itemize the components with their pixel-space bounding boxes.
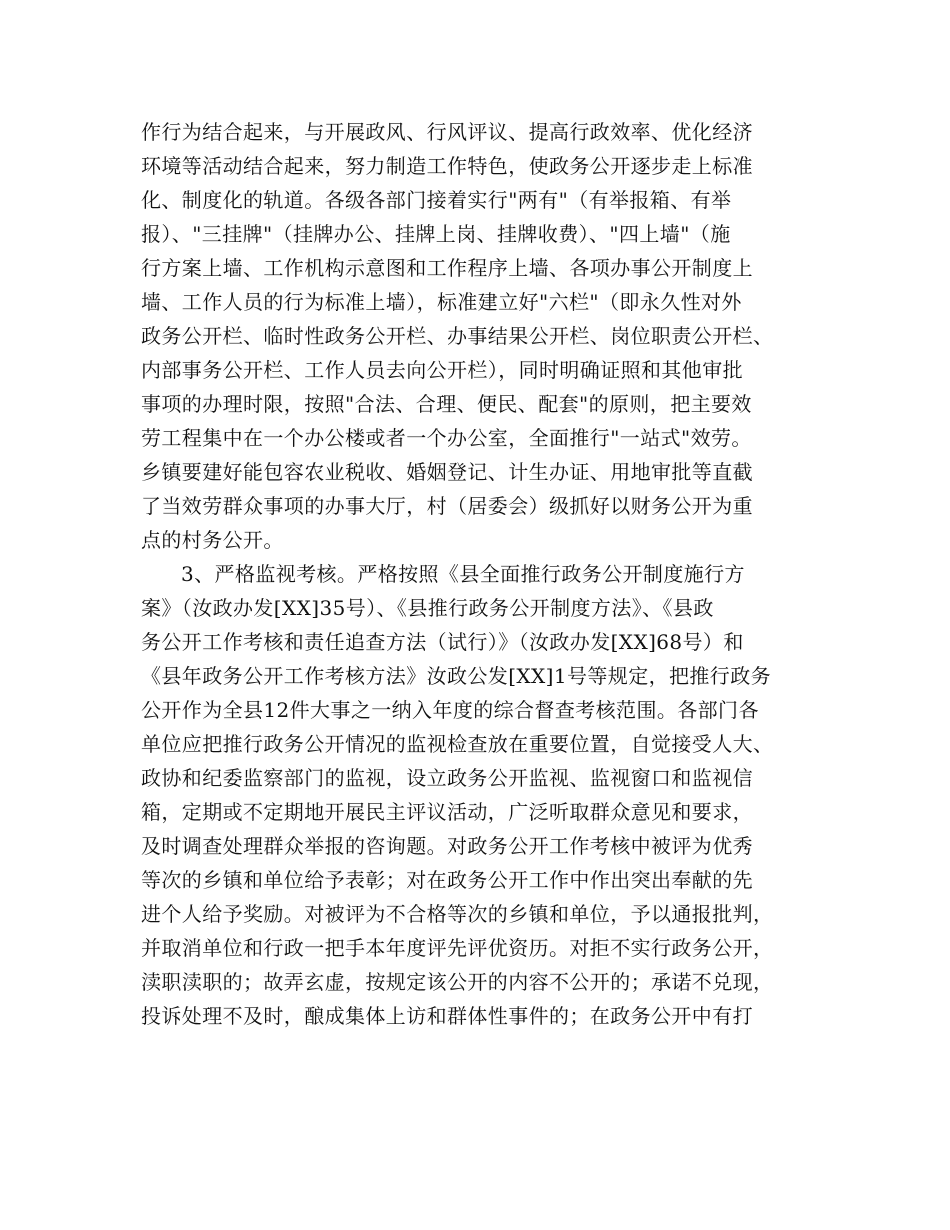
text-line: 墙、工作人员的行为标准上墙），标准建立好"六栏"（即永久性对外 bbox=[141, 290, 742, 314]
text-line: 事项的办理时限，按照"合法、合理、便民、配套"的原则，把主要效 bbox=[141, 392, 752, 416]
text-line: 内部事务公开栏、工作人员去向公开栏），同时明确证照和其他审批 bbox=[141, 358, 743, 382]
text-line: 化、制度化的轨道。各级各部门接着实行"两有"（有举报箱、有举 bbox=[141, 188, 732, 212]
text-line: 作行为结合起来，与开展政风、行风评议、提高行政效率、优化经济 bbox=[141, 120, 753, 144]
text-line: 环境等活动结合起来，努力制造工作特色，使政务公开逐步走上标准 bbox=[141, 154, 753, 178]
text-line: 务公开工作考核和责任追查方法（试行）》（汝政办发[XX]68号）和 bbox=[141, 630, 744, 654]
text-line: 行方案上墙、工作机构示意图和工作程序上墙、各项办事公开制度上 bbox=[141, 256, 753, 280]
text-line: 了当效劳群众事项的办事大厅，村（居委会）级抓好以财务公开为重 bbox=[141, 494, 753, 518]
text-line: 公开作为全县12件大事之一纳入年度的综合督查考核范围。各部门各 bbox=[141, 698, 759, 722]
section-heading-line: 3、严格监视考核。严格按照《县全面推行政务公开制度施行方 bbox=[181, 562, 745, 586]
text-line: 政协和纪委监察部门的监视，设立政务公开监视、监视窗口和监视信 bbox=[141, 766, 753, 790]
text-line: 投诉处理不及时，酿成集体上访和群体性事件的；在政务公开中有打 bbox=[141, 1004, 753, 1028]
text-line: 箱，定期或不定期地开展民主评议活动，广泛听取群众意见和要求， bbox=[141, 800, 753, 824]
text-line: 乡镇要建好能包容农业税收、婚姻登记、计生办证、用地审批等直截 bbox=[141, 460, 753, 484]
text-line: 及时调查处理群众举报的咨询题。对政务公开工作考核中被评为优秀 bbox=[141, 834, 753, 858]
text-line: 报）、"三挂牌"（挂牌办公、挂牌上岗、挂牌收费）、"四上墙"（施 bbox=[141, 222, 731, 246]
text-line: 《县年政务公开工作考核方法》汝政公发[XX]1号等规定，把推行政务 bbox=[141, 664, 772, 688]
text-line: 进个人给予奖励。对被评为不合格等次的乡镇和单位，予以通报批判， bbox=[141, 902, 774, 926]
text-line: 案》（汝政办发[XX]35号）、《县推行政务公开制度方法》、《县政 bbox=[141, 596, 714, 620]
text-line: 政务公开栏、临时性政务公开栏、办事结果公开栏、岗位职责公开栏、 bbox=[141, 324, 774, 348]
text-line: 点的村务公开。 bbox=[141, 528, 284, 552]
text-line: 单位应把推行政务公开情况的监视检查放在重要位置，自觉接受人大、 bbox=[141, 732, 774, 756]
text-line: 劳工程集中在一个办公楼或者一个办公室，全面推行"一站式"效劳。 bbox=[141, 426, 752, 450]
text-line: 渎职渎职的；故弄玄虚，按规定该公开的内容不公开的；承诺不兑现， bbox=[141, 970, 774, 994]
text-line: 等次的乡镇和单位给予表彰；对在政务公开工作中作出突出奉献的先 bbox=[141, 868, 753, 892]
text-line: 并取消单位和行政一把手本年度评先评优资历。对拒不实行政务公开， bbox=[141, 936, 774, 960]
